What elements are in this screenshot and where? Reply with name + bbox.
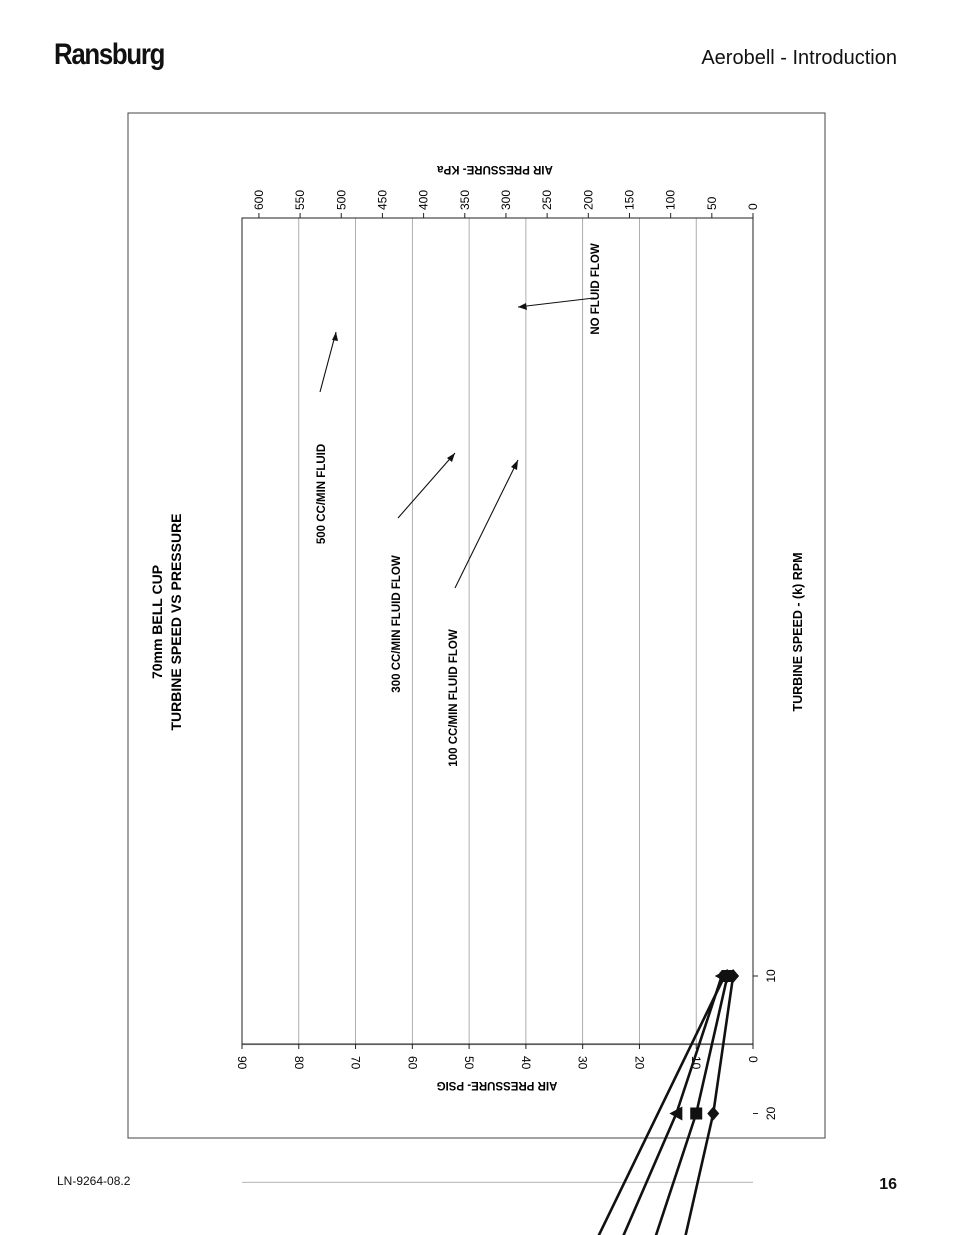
tick-label-psig-20: 20 — [632, 1056, 647, 1070]
series — [286, 969, 739, 1235]
arrow-head-no-fluid-flow — [518, 303, 527, 310]
tick-label-kpa-450: 450 — [375, 189, 390, 210]
tick-label-psig-60: 60 — [405, 1056, 420, 1070]
tick-label-kpa-550: 550 — [293, 189, 308, 210]
label-100cc-flow: 100 CC/MIN FLUID FLOW — [448, 629, 460, 767]
chart-title-line-2: TURBINE SPEED VS PRESSURE — [168, 513, 184, 731]
arrow-head-500cc-flow — [332, 332, 338, 341]
tick-label-kpa-600: 600 — [251, 189, 266, 210]
series-line-3 — [375, 976, 724, 1235]
tick-label-kpa-400: 400 — [416, 189, 431, 210]
tick-label-psig-10: 10 — [689, 1056, 704, 1070]
tick-label-psig-80: 80 — [291, 1056, 306, 1070]
tick-label-rpm-10: 10 — [764, 969, 778, 983]
series-3 — [369, 970, 730, 1235]
section-title: Aerobell - Introduction — [701, 47, 897, 69]
tick-label-kpa-0: 0 — [746, 203, 760, 210]
tick-label-kpa-150: 150 — [622, 189, 637, 210]
plot-area — [242, 218, 753, 1044]
brand-logo: Ransburg — [54, 38, 165, 71]
tick-label-psig-0: 0 — [746, 1056, 760, 1063]
tick-label-kpa-100: 100 — [663, 189, 678, 210]
arrow-300cc-flow — [398, 453, 455, 518]
tick-label-psig-90: 90 — [235, 1056, 249, 1070]
tick-label-kpa-500: 500 — [334, 189, 349, 210]
chart-title-line-1: 70mm BELL CUP — [149, 564, 165, 680]
series-line-2 — [293, 976, 722, 1235]
data-point-1-1 — [690, 1108, 702, 1120]
series-2 — [286, 969, 728, 1235]
tick-label-rpm-20: 20 — [764, 1106, 778, 1121]
label-300cc-flow: 300 CC/MIN FLUID FLOW — [391, 555, 403, 693]
arrow-500cc-flow — [320, 332, 336, 392]
tick-label-kpa-350: 350 — [457, 189, 472, 210]
tick-label-kpa-250: 250 — [540, 189, 555, 210]
tick-label-psig-40: 40 — [518, 1056, 533, 1070]
x-axis-label: TURBINE SPEED - (k) RPM — [791, 552, 805, 712]
label-no-fluid-flow: NO FLUID FLOW — [590, 243, 602, 335]
tick-label-psig-70: 70 — [348, 1056, 363, 1070]
data-point-3-0 — [719, 970, 731, 982]
y-axis-label: AIR PRESSURE- PSIG — [436, 1079, 558, 1091]
tick-label-kpa-200: 200 — [581, 189, 596, 210]
y2-axis-label: AIR PRESSURE- KPa — [437, 163, 553, 175]
tick-label-kpa-300: 300 — [498, 189, 513, 210]
document-id: LN-9264-08.2 — [57, 1174, 131, 1188]
tick-label-kpa-50: 50 — [704, 196, 719, 210]
label-500cc-flow: 500 CC/MIN FLUID — [316, 443, 328, 545]
annotations — [149, 163, 805, 1091]
series-line-1 — [373, 976, 728, 1235]
tick-label-psig-50: 50 — [462, 1056, 477, 1070]
arrow-head-100cc-flow — [511, 460, 518, 470]
tick-label-psig-30: 30 — [575, 1056, 590, 1070]
series-1 — [367, 970, 734, 1235]
arrow-100cc-flow — [455, 460, 518, 588]
data-point-2-1 — [669, 1107, 682, 1121]
data-point-0-1 — [707, 1107, 719, 1121]
page-number: 16 — [879, 1176, 897, 1193]
